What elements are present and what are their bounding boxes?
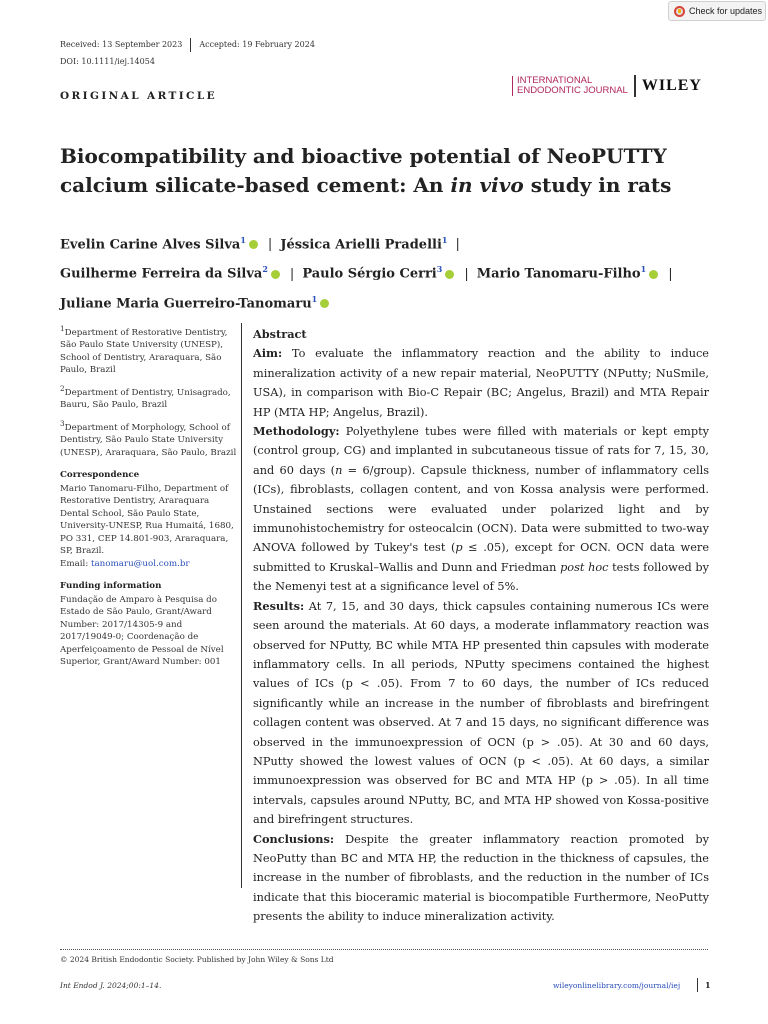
journal-name [512,76,628,96]
update-badge-icon [674,6,685,17]
author-affiliation[interactable]: 1 [240,235,246,245]
affiliation-text: Department of Dentistry, Unisagrado, Bauru, São Paulo, Brazil [60,387,231,411]
left-sidebar [60,323,238,675]
title-italic: in vivo [450,173,524,197]
copyright: © 2024 British Endodontic Society. Published by John Wiley & Sons Ltd [60,955,334,964]
methodology-posthoc: post hoc [560,560,609,574]
citation: Int Endod J. 2024;00:1–14. [60,981,162,990]
affiliation-number: 3 [60,418,65,428]
methodology-text-c: ≤ .05), except for OCN. OCN data were submitted to Kruskal–Wallis and Dunn and Friedman [253,541,709,574]
abstract-heading: Abstract [253,327,307,341]
column-divider [241,323,242,888]
journal-name-line1: INTERNATIONAL [517,75,593,86]
orcid-icon[interactable] [649,270,658,279]
funding-text: Fundação de Amparo à Pesquisa do Estado de São Paulo, Grant/Award Number: 2017/14305-9 and 2017/19049-0; Coordenação de Aperfeiçoamento de Pessoal de Nível Superior, Grant/Award Number: 001 [60,594,224,668]
correspondence-heading: Correspondence [60,470,140,481]
affiliation-text: Department of Morphology, School of Dentistry, São Paulo State University (UNESP), Araraquara, São Paulo, Brazil [60,422,237,458]
title-part-1: Biocompatibility and bioactive potential of NeoPUTTY calcium silicate-based cement: An [60,144,667,197]
abstract-aim [253,344,709,422]
publisher-logo: WILEY [641,77,702,94]
methodology-p: p [455,541,463,555]
methodology-n: n [335,463,343,477]
journal-url-link[interactable]: wileyonlinelibrary.com/journal/iej [553,981,681,990]
orcid-icon[interactable] [249,240,258,249]
divider [190,38,191,52]
conclusions-label: Conclusions: [253,831,335,846]
author-name[interactable]: Juliane Maria Guerreiro-Tanomaru [60,295,312,311]
separator: | [464,266,469,282]
separator: | [455,237,460,253]
separator: | [289,266,295,282]
separator: | [267,237,273,253]
dates-line [60,38,315,52]
affiliation-number: 1 [60,324,65,333]
results-label: Results: [253,598,305,613]
author-name[interactable]: Jéssica Arielli Pradelli [280,237,442,253]
funding-heading: Funding information [60,581,162,592]
aim-label: Aim: [253,346,283,361]
affiliation-1 [60,323,238,377]
author-name[interactable]: Paulo Sérgio Cerri [302,266,437,282]
orcid-icon[interactable] [320,299,329,308]
author-affiliation[interactable]: 2 [262,264,268,275]
methodology-text-d: tests followed by the Nemenyi test at a significance level of 5%. [253,560,709,594]
email-label: Email: [60,558,92,569]
logo-divider [634,75,636,97]
orcid-icon[interactable] [445,270,454,279]
methodology-text-b: = 6/group). Capsule thickness, number of inflammatory cells (ICs), fibroblasts, collagen content, and von Kossa analysis were performed. Unstained sections were evaluated under polarized light and by immunohistochemistry for osteocalcin (OCN). Data were submitted to two-way ANOVA followed by Tukey's test ( [253,463,709,555]
abstract-conclusions [253,830,709,927]
abstract [253,325,709,927]
journal-logo [512,75,702,97]
correspondence-block [60,483,238,571]
page-number: 1 [705,980,711,990]
results-text: At 7, 15, and 30 days, thick capsules containing numerous ICs were seen around the materials. At 60 days, a moderate inflammatory reaction was observed for NPutty, BC while MTA HP presented thin capsules with moderate inflammatory cells. In all periods, NPutty specimens contained the highest values of ICs (p < .05). From 7 to 60 days, the number of ICs reduced significantly while an increase in the number of fibroblasts and birefringent collagen content was observed. At 7 and 15 days, no significant difference was observed in the immunoexpression of OCN (p > .05). At 30 and 60 days, NPutty showed the lowest values of OCN (p < .05). At 60 days, a similar immunoexpression was observed for BC and MTA HP (p > .05). In all time intervals, capsules around NPutty, BC, and MTA HP showed von Kossa-positive and birefringent structures. [253,599,709,827]
received-date: Received: 13 September 2023 [60,40,183,49]
separator: | [668,266,673,282]
conclusions-text: Despite the greater inflammatory reaction promoted by NeoPutty than BC and MTA HP, the reduction in the thickness of capsules, the increase in the number of fibroblasts, and the reduction in the number of ICs indicate that this bioceramic material is biocompatible Furthermore, NeoPutty presents the ability to induce mineralization activity. [253,832,709,924]
affiliation-number: 2 [60,383,65,393]
page-number-divider [697,978,698,992]
article-title [60,142,720,200]
author-name[interactable]: Guilherme Ferreira da Silva [60,266,263,282]
footer-divider [60,949,708,950]
check-for-updates-label: Check for updates [689,6,763,16]
affiliation-3 [60,418,238,459]
abstract-results [253,597,709,830]
check-for-updates-button[interactable] [668,1,766,21]
affiliation-text: Department of Restorative Dentistry, São Paulo State University (UNESP), School of Dentistry, Araraquara, São Paulo, Brazil [60,327,228,376]
author-affiliation[interactable]: 3 [436,264,443,275]
accepted-date: Accepted: 19 February 2024 [199,40,315,49]
journal-name-line2: ENDODONTIC JOURNAL [517,85,628,96]
author-name[interactable]: Evelin Carine Alves Silva [60,237,241,253]
abstract-methodology [253,422,709,597]
aim-text: To evaluate the inflammatory reaction and the ability to induce mineralization activity of a new repair material, NeoPUTTY (NPutty; NuSmile, USA), in comparison with Bio-C Repair (BC; Angelus, Brazil) and MTA Repair HP (MTA HP; Angelus, Brazil). [253,347,709,419]
doi: DOI: 10.1111/iej.14054 [60,57,155,66]
author-list [60,228,740,316]
methodology-label: Methodology: [253,424,340,439]
author-affiliation[interactable]: 1 [640,264,647,275]
title-part-2: study in rats [523,173,672,197]
author-affiliation[interactable]: 1 [311,293,318,304]
orcid-icon[interactable] [271,270,280,279]
affiliation-2 [60,383,238,412]
author-affiliation[interactable]: 1 [441,235,448,245]
article-type: ORIGINAL ARTICLE [60,90,218,102]
email-link[interactable]: tanomaru@uol.com.br [91,558,190,569]
author-name[interactable]: Mario Tanomaru-Filho [476,266,641,282]
methodology-text-a: Polyethylene tubes were filled with materials or kept empty (control group, CG) and implanted in subcutaneous tissue of rats for 7, 15, 30, and 60 days ( [253,425,709,477]
correspondence-text: Mario Tanomaru-Filho, Department of Restorative Dentistry, Araraquara Dental School, São Paulo State, University-UNESP, Rua Humaitá, 1680, PO 331, CEP 14.801-903, Araraquara, SP, Brazil. [60,483,234,557]
